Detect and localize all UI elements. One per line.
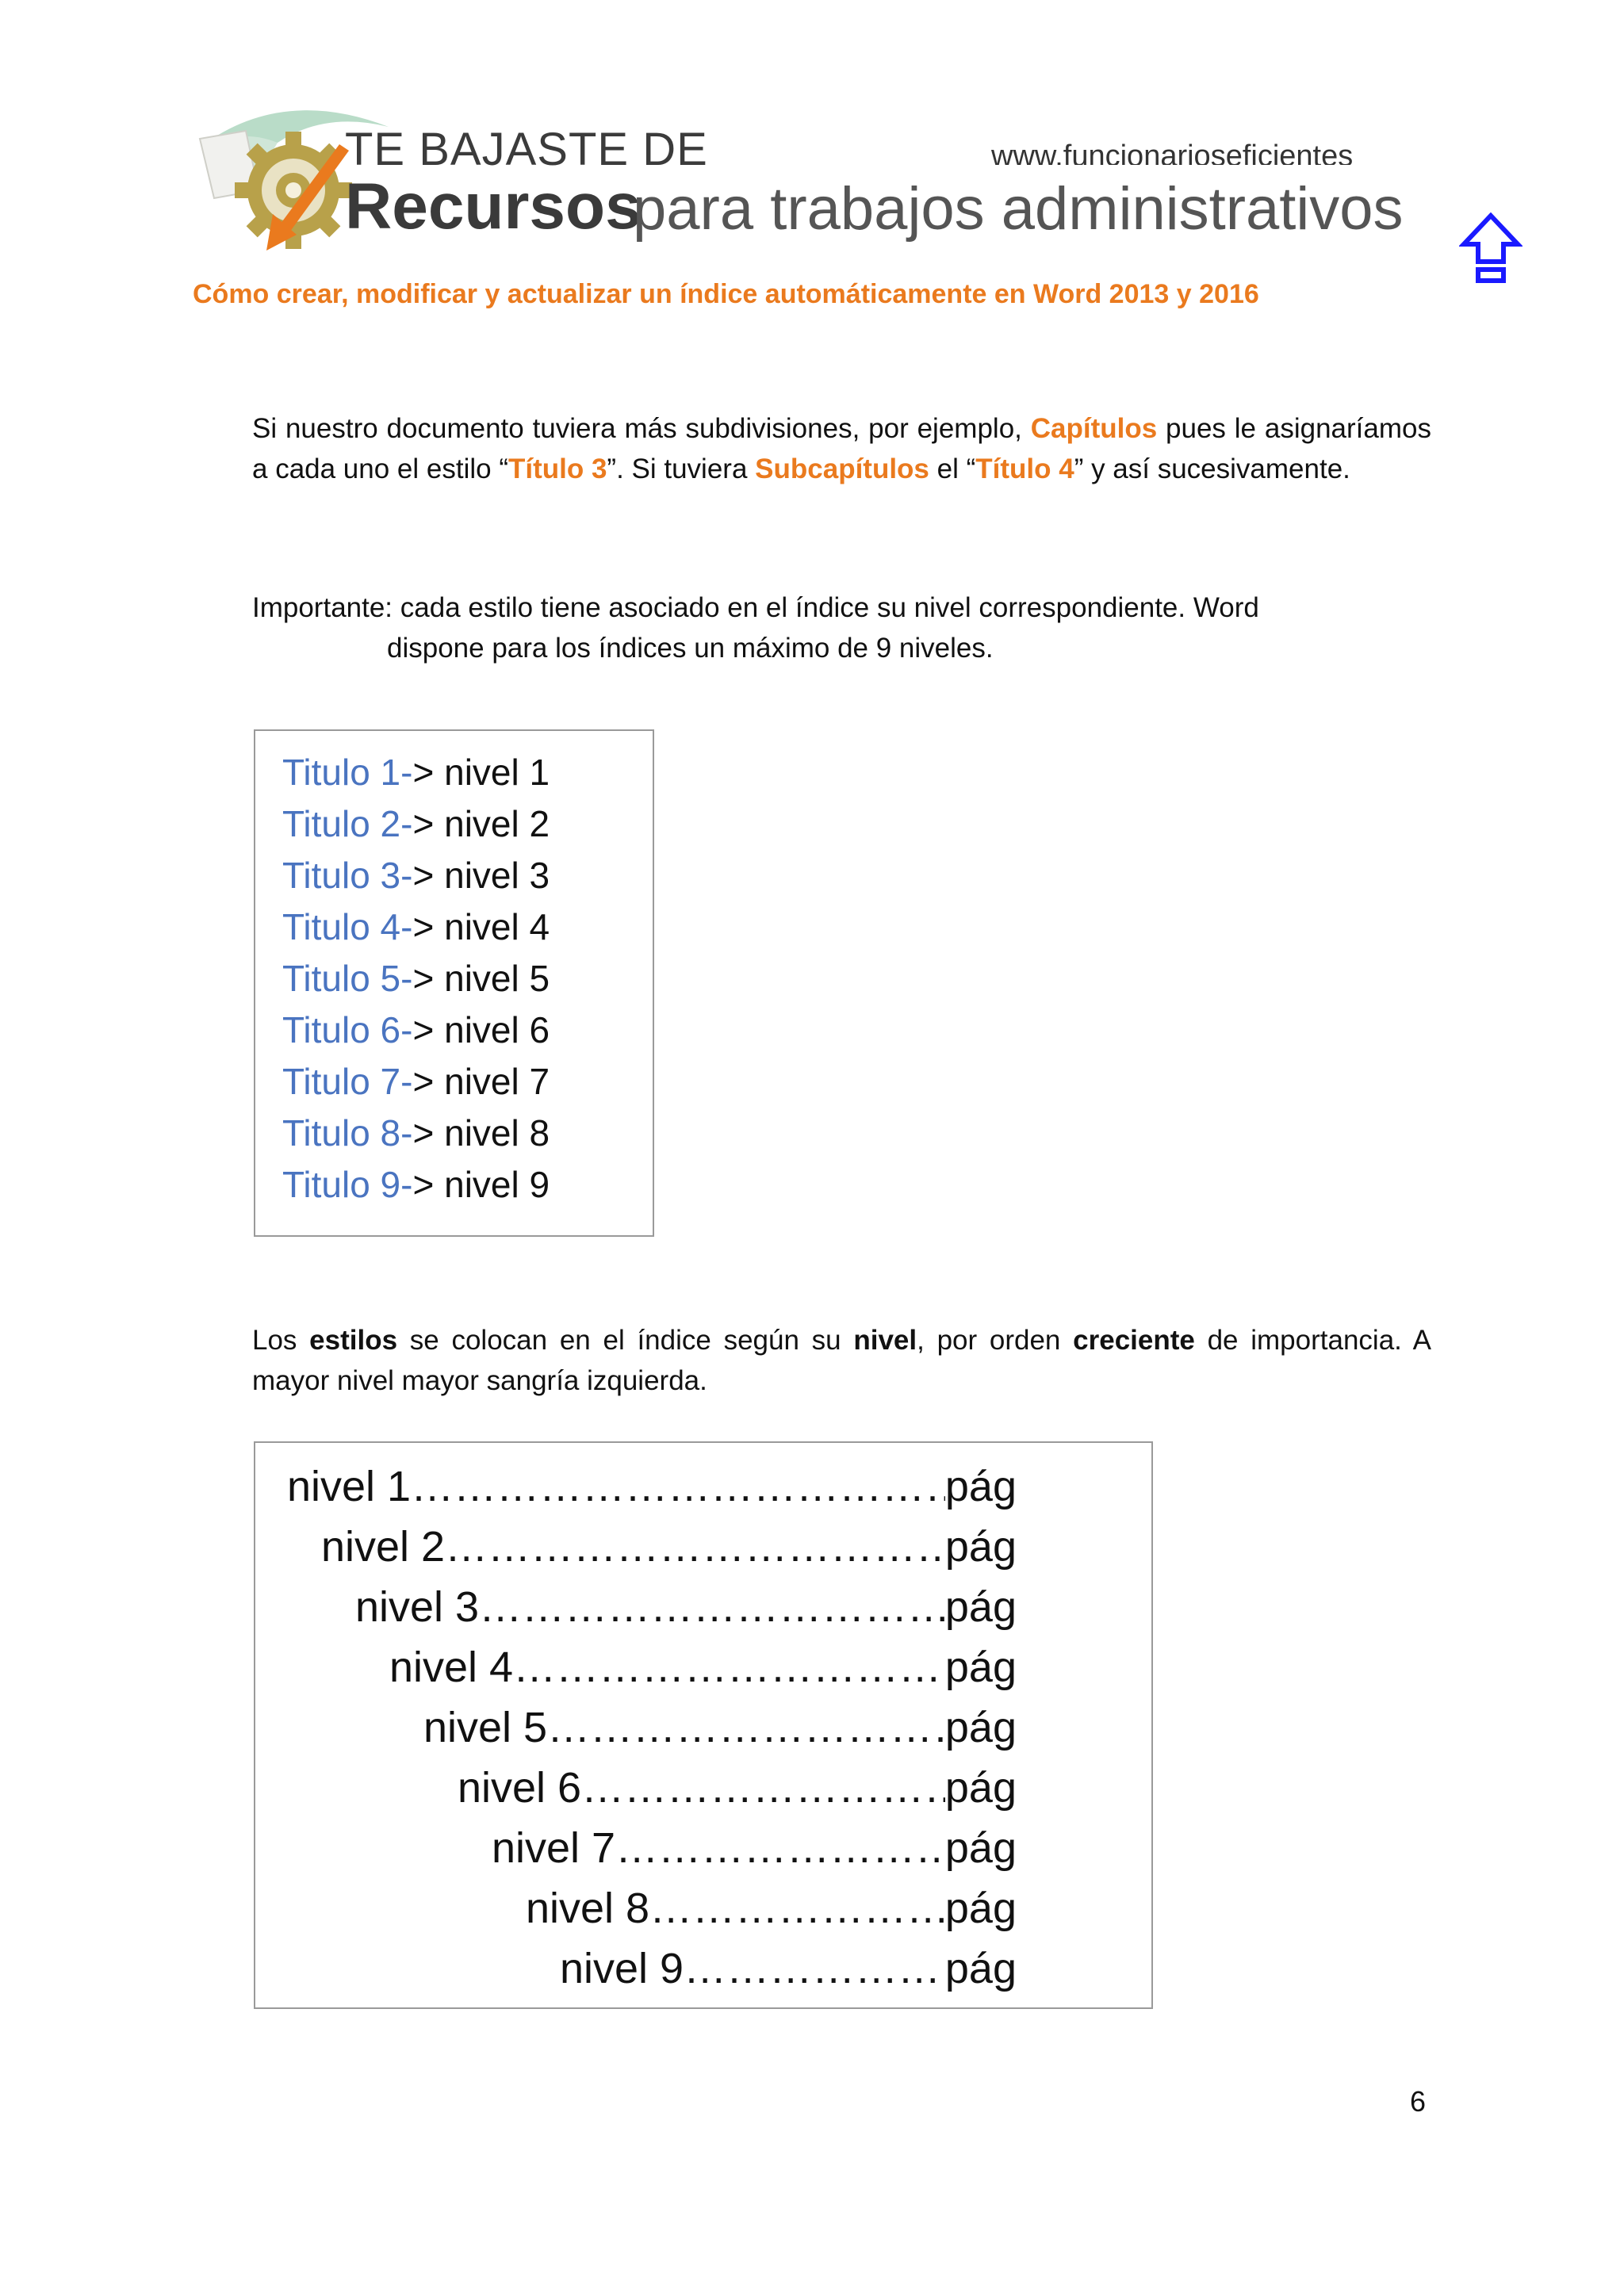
level-name: > nivel 9 bbox=[412, 1164, 550, 1205]
paragraph-important bbox=[252, 587, 1431, 668]
paragraph-subdivisions: Si nuestro documento tuviera más subdivisiones, por ejemplo, Capítulos pues le asignaríamos a cada uno el estilo “Título 3”. Si tuviera Subcapítulos el “Título 4” y así sucesivamente. bbox=[252, 413, 1431, 484]
mapping-item bbox=[282, 798, 550, 850]
style-name: Titulo 8- bbox=[282, 1112, 413, 1154]
website-clip bbox=[991, 141, 1435, 165]
highlight-capitulos: Capítulos bbox=[1030, 413, 1158, 444]
level-name: > nivel 8 bbox=[412, 1112, 550, 1154]
level-name: > nivel 6 bbox=[412, 1009, 550, 1050]
document-title: Cómo crear, modificar y actualizar un índice automáticamente en Word 2013 y 2016 bbox=[193, 279, 1259, 309]
index-level-label: nivel 6 bbox=[458, 1764, 582, 1812]
index-leader-dots bbox=[547, 1706, 945, 1749]
index-page-label: pág bbox=[944, 1704, 1017, 1751]
index-page-label: pág bbox=[944, 1583, 1017, 1631]
index-entry bbox=[526, 1887, 1017, 1930]
highlight-titulo-3: Título 3 bbox=[508, 453, 607, 484]
style-level-list bbox=[282, 747, 550, 1211]
level-name: > nivel 4 bbox=[412, 906, 550, 947]
index-entry bbox=[389, 1646, 1017, 1689]
index-sample-box bbox=[254, 1441, 1153, 2009]
style-name: Titulo 3- bbox=[282, 855, 413, 896]
style-name: Titulo 5- bbox=[282, 958, 413, 999]
mapping-item bbox=[282, 1108, 550, 1159]
style-name: Titulo 1- bbox=[282, 752, 413, 793]
highlight-titulo-4: Título 4 bbox=[975, 453, 1074, 484]
brand-line1: TE BAJASTE DE bbox=[345, 124, 708, 175]
index-entry bbox=[560, 1947, 1017, 1990]
index-page-label: pág bbox=[944, 1945, 1017, 1992]
style-level-mapping-box bbox=[254, 729, 654, 1237]
level-name: > nivel 3 bbox=[412, 855, 550, 896]
mapping-item bbox=[282, 1004, 550, 1056]
index-page-label: pág bbox=[944, 1885, 1017, 1932]
bold-estilos: estilos bbox=[309, 1325, 398, 1356]
website-text: www.funcionarioseficientes bbox=[991, 141, 1354, 165]
index-level-label: nivel 9 bbox=[560, 1945, 684, 1992]
level-name: > nivel 1 bbox=[412, 752, 550, 793]
index-page-label: pág bbox=[944, 1644, 1017, 1691]
brand-tagline: para trabajos administrativos bbox=[633, 175, 1404, 243]
index-entry bbox=[423, 1706, 1017, 1749]
mapping-item bbox=[282, 1159, 550, 1211]
style-name: Titulo 6- bbox=[282, 1009, 413, 1050]
page-number: 6 bbox=[1410, 2085, 1427, 2118]
level-name: > nivel 7 bbox=[412, 1061, 550, 1102]
mapping-item bbox=[282, 953, 550, 1004]
index-leader-dots bbox=[411, 1465, 945, 1508]
paragraph-styles-order: Los estilos se colocan en el índice según su nivel, por orden creciente de importancia. A mayor nivel mayor sangría izquierda. bbox=[252, 1325, 1432, 1396]
index-entry bbox=[321, 1523, 1017, 1571]
index-level-label: nivel 4 bbox=[389, 1644, 514, 1691]
important-line1: Importante: cada estilo tiene asociado en el índice su nivel correspondiente. Word bbox=[252, 592, 1259, 623]
index-level-label: nivel 2 bbox=[321, 1523, 446, 1571]
mapping-item bbox=[282, 901, 550, 953]
index-leader-dots bbox=[581, 1766, 945, 1809]
index-page-label: pág bbox=[944, 1824, 1017, 1872]
mapping-item bbox=[282, 747, 550, 798]
bold-nivel: nivel bbox=[853, 1325, 917, 1356]
level-name: > nivel 2 bbox=[412, 803, 550, 844]
style-name: Titulo 7- bbox=[282, 1061, 413, 1102]
index-leader-dots bbox=[615, 1827, 945, 1869]
index-level-label: nivel 5 bbox=[423, 1704, 548, 1751]
level-name: > nivel 5 bbox=[412, 958, 550, 999]
important-line2: dispone para los índices un máximo de 9 niveles. bbox=[387, 633, 994, 664]
highlight-subcapitulos: Subcapítulos bbox=[755, 453, 929, 484]
index-entry bbox=[355, 1583, 1017, 1631]
style-name: Titulo 9- bbox=[282, 1164, 413, 1205]
index-entry bbox=[458, 1764, 1017, 1812]
index-level-label: nivel 7 bbox=[492, 1824, 616, 1872]
index-leader-dots bbox=[684, 1947, 945, 1990]
index-leader-dots bbox=[649, 1887, 945, 1930]
index-level-label: nivel 1 bbox=[287, 1463, 412, 1510]
index-level-label: nivel 3 bbox=[355, 1583, 480, 1631]
index-entry bbox=[287, 1465, 1017, 1508]
index-page-label: pág bbox=[944, 1463, 1017, 1510]
style-name: Titulo 2- bbox=[282, 803, 413, 844]
index-leader-dots bbox=[513, 1646, 945, 1689]
mapping-item bbox=[282, 850, 550, 901]
index-entry bbox=[492, 1824, 1017, 1872]
index-leader-dots bbox=[479, 1586, 945, 1628]
index-leader-dots bbox=[445, 1525, 945, 1568]
style-name: Titulo 4- bbox=[282, 906, 413, 947]
index-level-label: nivel 8 bbox=[526, 1885, 650, 1932]
index-page-label: pág bbox=[944, 1523, 1017, 1571]
bold-creciente: creciente bbox=[1073, 1325, 1195, 1356]
mapping-item bbox=[282, 1056, 550, 1108]
index-page-label: pág bbox=[944, 1764, 1017, 1812]
up-arrow-icon[interactable] bbox=[1459, 212, 1522, 285]
brand-recursos: Recursos bbox=[345, 170, 642, 243]
